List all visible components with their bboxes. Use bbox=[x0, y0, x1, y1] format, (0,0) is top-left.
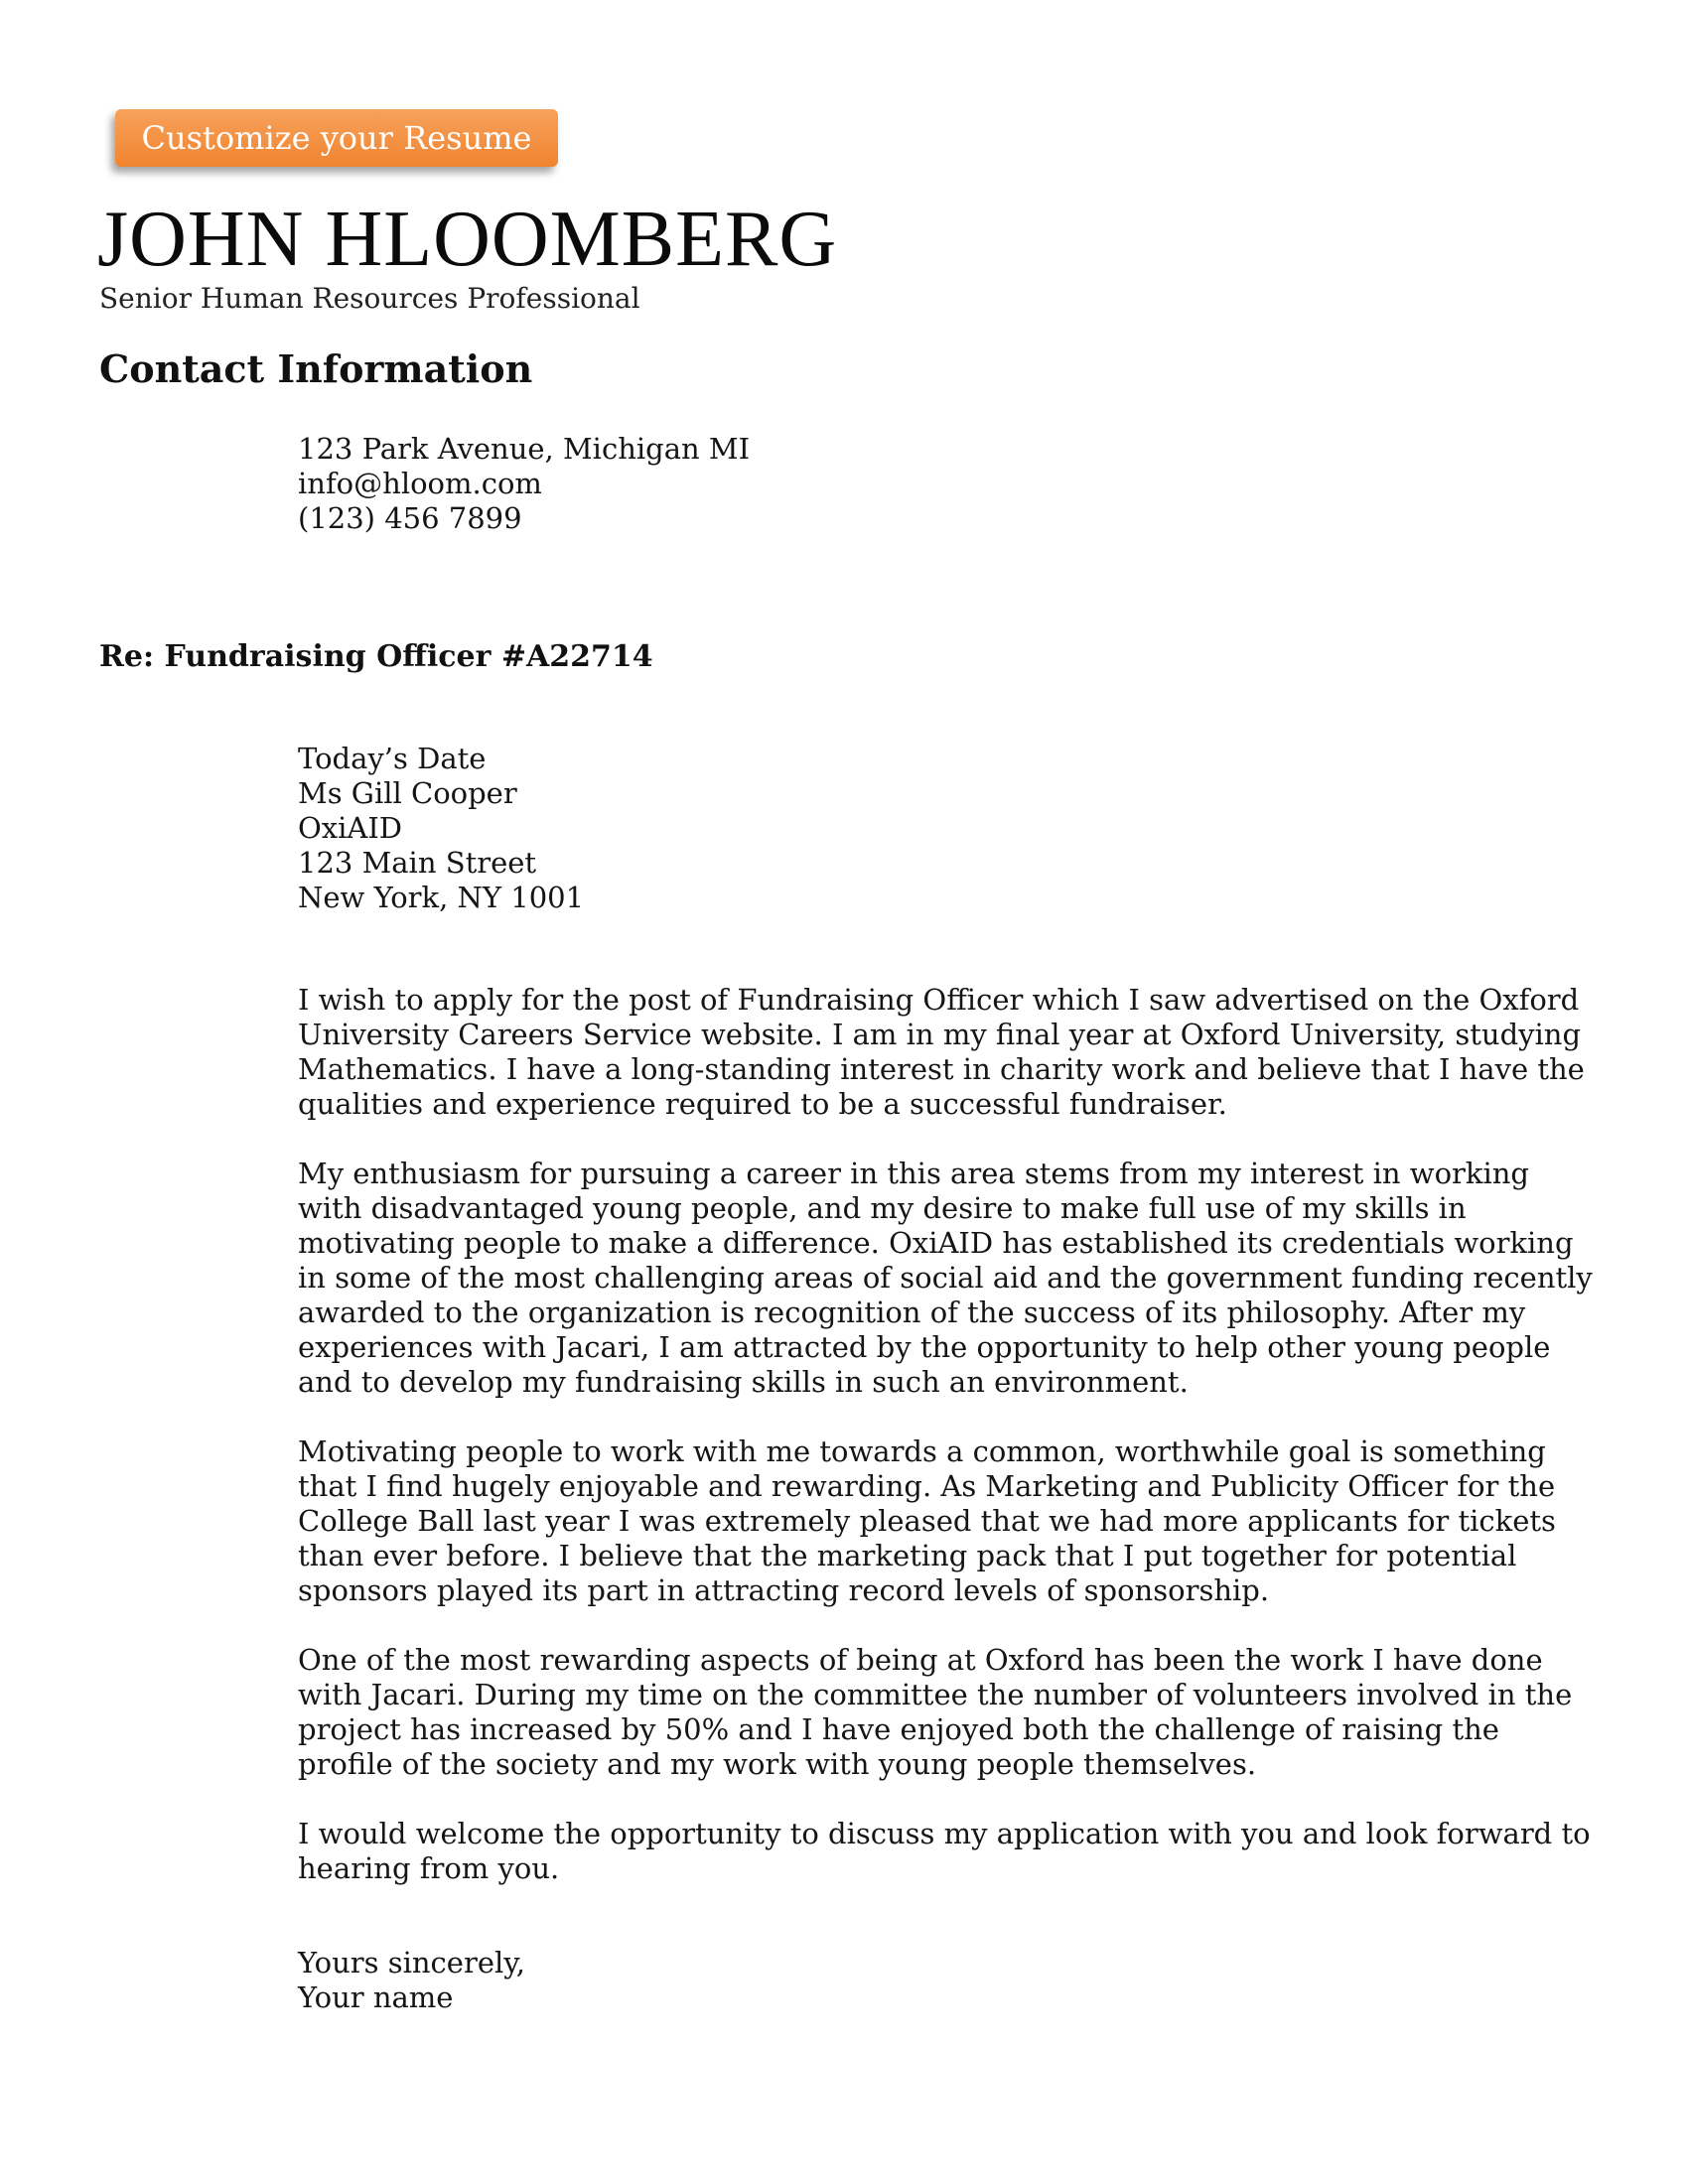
body-paragraph: I wish to apply for the post of Fundraising Officer which I saw advertised on the Oxford University Careers Service website. I am in my final year at Oxford University, studying Mathematics. I have a long-standing interest in charity work and believe that I have the qualities and experience required to be a successful fundraiser. bbox=[298, 983, 1585, 1121]
body-paragraph: My enthusiasm for pursuing a career in this area stems from my interest in working with disadvantaged young people, and my desire to make full use of my skills in motivating people to make a difference. OxiAID has established its credentials working in some of the most challenging areas of social aid and the government funding recently awarded to the organization is recognition of the success of its philosophy. After my experiences with Jacari, I am attracted by the opportunity to help other young people and to develop my fundraising skills in such an environment. bbox=[298, 1157, 1593, 1399]
applicant-title: Senior Human Resources Professional bbox=[99, 282, 640, 315]
applicant-name: JOHN HLOOMBERG bbox=[97, 196, 838, 283]
contact-heading: Contact Information bbox=[99, 346, 533, 391]
recipient-company: OxiAID bbox=[298, 811, 403, 845]
closing-salutation: Yours sincerely, bbox=[298, 1946, 526, 1979]
contact-phone: (123) 456 7899 bbox=[298, 501, 522, 535]
contact-block bbox=[298, 432, 750, 536]
contact-email: info@hloom.com bbox=[298, 467, 542, 500]
reference-line: Re: Fundraising Officer #A22714 bbox=[99, 639, 653, 674]
signature-name: Your name bbox=[298, 1980, 454, 2014]
closing-block bbox=[298, 1946, 525, 2015]
recipient-name: Ms Gill Cooper bbox=[298, 776, 517, 810]
contact-address: 123 Park Avenue, Michigan MI bbox=[298, 432, 751, 466]
letter-date: Today’s Date bbox=[298, 742, 487, 775]
letter-body bbox=[298, 983, 1599, 1921]
recipient-block bbox=[298, 742, 584, 915]
body-paragraph: Motivating people to work with me towards a common, worthwhile goal is something that I find hugely enjoyable and rewarding. As Marketing and Publicity Officer for the College Ball last year I was extremely pleased that we had more applicants for tickets than ever before. I believe that the marketing pack that I put together for potential sponsors played its part in attracting record levels of sponsorship. bbox=[298, 1434, 1556, 1607]
body-paragraph: I would welcome the opportunity to discuss my application with you and look forward to hearing from you. bbox=[298, 1817, 1591, 1885]
customize-resume-button[interactable]: Customize your Resume bbox=[115, 109, 558, 167]
recipient-street: 123 Main Street bbox=[298, 846, 537, 880]
recipient-city: New York, NY 1001 bbox=[298, 881, 585, 914]
body-paragraph: One of the most rewarding aspects of being at Oxford has been the work I have done with Jacari. During my time on the committee the number of volunteers involved in the project has increased by 50% and I have enjoyed both the challenge of raising the profile of the society and my work with young people themselves. bbox=[298, 1643, 1573, 1781]
